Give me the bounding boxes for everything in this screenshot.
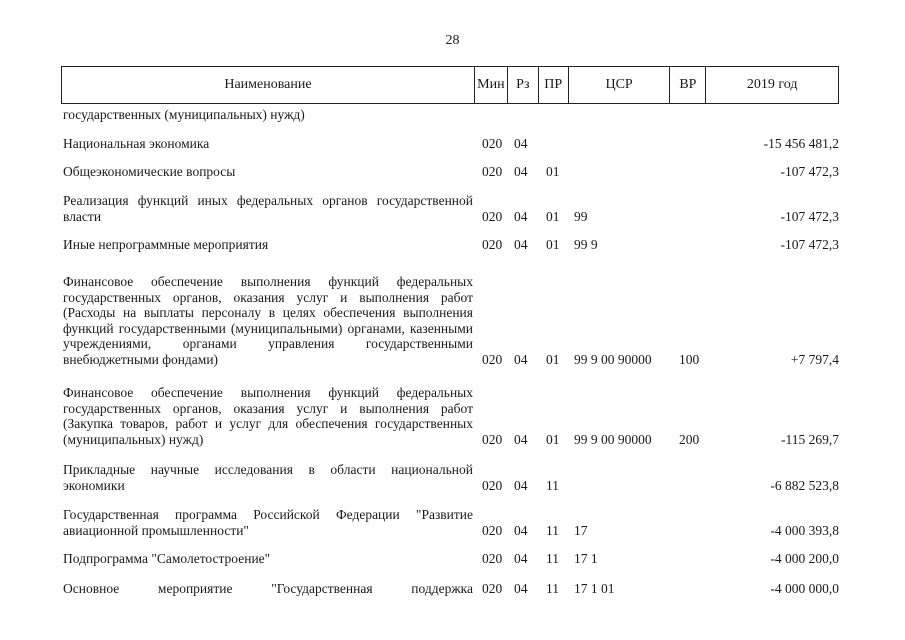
row-rz: 04: [514, 550, 528, 566]
row-min: 020: [482, 477, 503, 493]
header-year: 2019 год: [746, 77, 798, 92]
row-min: 020: [482, 431, 503, 447]
row-pr: 11: [546, 522, 559, 538]
row-name: Иные непрограммные мероприятия: [63, 236, 269, 252]
row-rz: 04: [514, 522, 528, 538]
table-row: [61, 191, 839, 224]
row-pr: 01: [546, 431, 560, 447]
row-amount: -4 000 200,0: [770, 550, 839, 566]
row-min: 020: [482, 351, 503, 367]
row-pr: 01: [546, 351, 560, 367]
row-pr: 11: [546, 477, 559, 493]
row-amount: -107 472,3: [780, 208, 839, 224]
row-name: Финансовое обеспечение выполнения функций федеральных государственных органов, оказания услуг и выполнения работ (Закупка товаров, работ и услуг для обеспечения государственных (муниципальных) нужд): [63, 385, 473, 447]
row-min: 020: [482, 135, 503, 151]
row-min: 020: [482, 236, 503, 252]
page-number: 28: [445, 33, 460, 48]
row-min: 020: [482, 208, 503, 224]
header-min: Мин: [475, 67, 508, 103]
row-amount: -107 472,3: [780, 163, 839, 179]
header-name: Наименование: [62, 67, 475, 103]
row-name: Общеэкономические вопросы: [63, 163, 236, 179]
header-pr: ПР: [539, 67, 569, 103]
table-row: [61, 104, 839, 122]
row-name: Финансовое обеспечение выполнения функций федеральных государственных органов, оказания услуг и выполнения работ (Расходы на выплаты персоналу в целях обеспечения выполнения функций государственными (муниципальными) органами, казенными учреждениями, органами управления государственными внебюджетными фондами): [63, 274, 473, 367]
row-vr: 100: [679, 351, 700, 367]
row-name: Основное мероприятие "Государственная поддержка: [63, 580, 473, 596]
table-row: [61, 504, 839, 538]
table-row: [61, 378, 839, 447]
row-csr: 99: [574, 208, 588, 224]
table-header: [61, 66, 839, 104]
row-min: 020: [482, 550, 503, 566]
row-rz: 04: [514, 351, 528, 367]
row-amount: -15 456 481,2: [763, 135, 839, 151]
row-min: 020: [482, 163, 503, 179]
row-pr: 11: [546, 580, 559, 596]
row-pr: 01: [546, 208, 560, 224]
row-name: Национальная экономика: [63, 135, 210, 151]
row-name: Государственная программа Российской Федерации "Развитие авиационной промышленности": [63, 507, 473, 538]
table-row: [61, 548, 839, 566]
row-csr: 17 1 01: [574, 580, 615, 596]
row-amount: -4 000 393,8: [770, 522, 839, 538]
row-csr: 99 9: [574, 236, 598, 252]
row-amount: -4 000 000,0: [770, 580, 839, 596]
row-csr: 99 9 00 90000: [574, 351, 652, 367]
header-vr: ВР: [670, 67, 706, 103]
row-rz: 04: [514, 208, 528, 224]
row-rz: 04: [514, 163, 528, 179]
row-csr: 17 1: [574, 550, 598, 566]
row-name: Прикладные научные исследования в области национальной экономики: [63, 462, 473, 493]
row-pr: 01: [546, 163, 560, 179]
row-amount: -115 269,7: [781, 431, 839, 447]
row-rz: 04: [514, 580, 528, 596]
table-row: [61, 134, 839, 151]
header-rz: Рз: [508, 67, 539, 103]
table-row: [61, 458, 839, 493]
row-pr: 01: [546, 236, 560, 252]
row-vr: 200: [679, 431, 700, 447]
row-csr: 99 9 00 90000: [574, 431, 652, 447]
table-row: [61, 578, 839, 596]
row-rz: 04: [514, 431, 528, 447]
table-row: [61, 235, 839, 252]
row-amount: +7 797,4: [790, 351, 839, 367]
table-row: [61, 264, 839, 367]
table-row: [61, 162, 839, 179]
row-rz: 04: [514, 477, 528, 493]
row-name: государственных (муниципальных) нужд): [63, 106, 305, 122]
row-amount: -107 472,3: [780, 236, 839, 252]
row-rz: 04: [514, 236, 528, 252]
header-csr: ЦСР: [569, 67, 671, 103]
row-min: 020: [482, 580, 503, 596]
row-csr: 17: [574, 522, 588, 538]
row-amount: -6 882 523,8: [770, 477, 839, 493]
row-name: Подпрограмма "Самолетостроение": [63, 550, 271, 566]
row-rz: 04: [514, 135, 528, 151]
row-pr: 11: [546, 550, 559, 566]
row-min: 020: [482, 522, 503, 538]
row-name: Реализация функций иных федеральных органов государственной власти: [63, 193, 473, 224]
